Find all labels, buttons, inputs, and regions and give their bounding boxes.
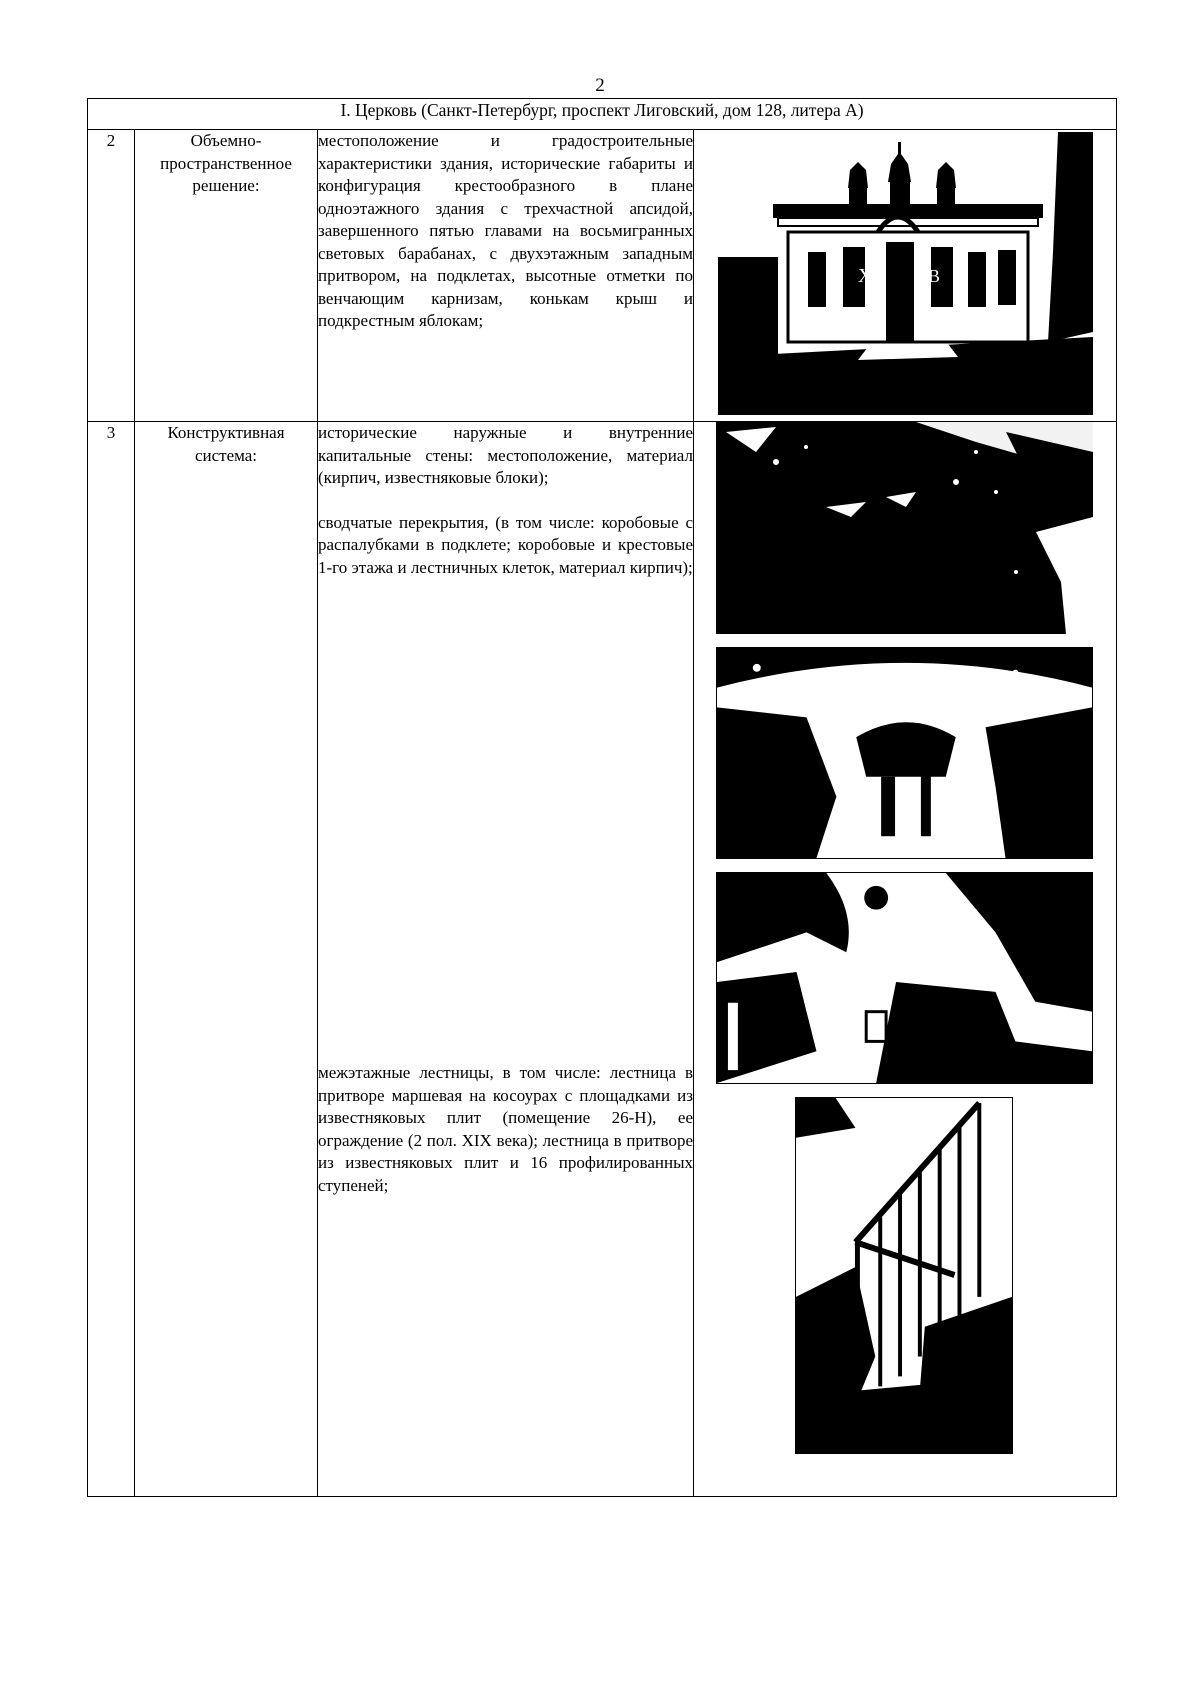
row-label-line: пространственное xyxy=(160,153,292,173)
row-number: 3 xyxy=(88,422,135,1497)
row-label-line: Объемно- xyxy=(190,131,262,150)
section-header: I. Церковь (Санкт-Петербург, проспект Лиговский, дом 128, литера А) xyxy=(88,99,1117,130)
row-label-line: Конструктивная xyxy=(167,423,285,442)
monument-table xyxy=(87,98,1117,1497)
table-row xyxy=(88,130,1117,422)
row-description xyxy=(318,422,694,1497)
facade-letter-v: В xyxy=(928,266,941,286)
row-label-line: система: xyxy=(194,445,258,465)
section-header-row xyxy=(88,99,1117,130)
row-description xyxy=(318,130,694,422)
description-paragraph: исторические наружные и внутренние капитальные стены: местоположение, материал (кирпич, известняковые блоки); xyxy=(318,423,693,487)
photo-cell xyxy=(694,130,1117,422)
description-paragraph: местоположение и градостроительные характеристики здания, исторические габариты и конфигурация крестообразного в плане одноэтажного здания с трехчастной апсидой, завершенного пятью главами на восьмигранных световых барабанах, с двухэтажным западным притвором, на подклетах, высотные отметки по венчающим карнизам, конькам крыш и подкрестным яблокам; xyxy=(318,131,693,330)
table-row xyxy=(88,422,1117,1497)
row-label xyxy=(135,422,318,1497)
vaulted-ceiling-photo xyxy=(716,647,1093,859)
description-paragraph: сводчатые перекрытия, (в том числе: коробовые с распалубками в подклете; коробовые и крестовые 1-го этажа и лестничных клеток, материал кирпич); xyxy=(318,512,693,577)
row-number: 2 xyxy=(88,130,135,422)
church-facade-photo xyxy=(718,132,1093,415)
staircase-railing-photo xyxy=(795,1097,1013,1454)
photo-cell xyxy=(694,422,1117,1497)
description-paragraph: межэтажные лестницы, в том числе: лестница в притворе маршевая на косоурах с площадками из известняковых плит (помещение 26-Н), ее ограждение (2 пол. XIX века); лестница в притворе из известняковых плит и 16 профилированных ступеней; xyxy=(318,1063,693,1195)
brick-walls-photo xyxy=(716,422,1093,634)
cross-vault-interior-photo xyxy=(716,872,1093,1084)
row-label xyxy=(135,130,318,422)
row-label-line: решение: xyxy=(192,176,260,195)
facade-letter-x: X xyxy=(858,265,873,287)
page-number: 2 xyxy=(595,75,605,96)
